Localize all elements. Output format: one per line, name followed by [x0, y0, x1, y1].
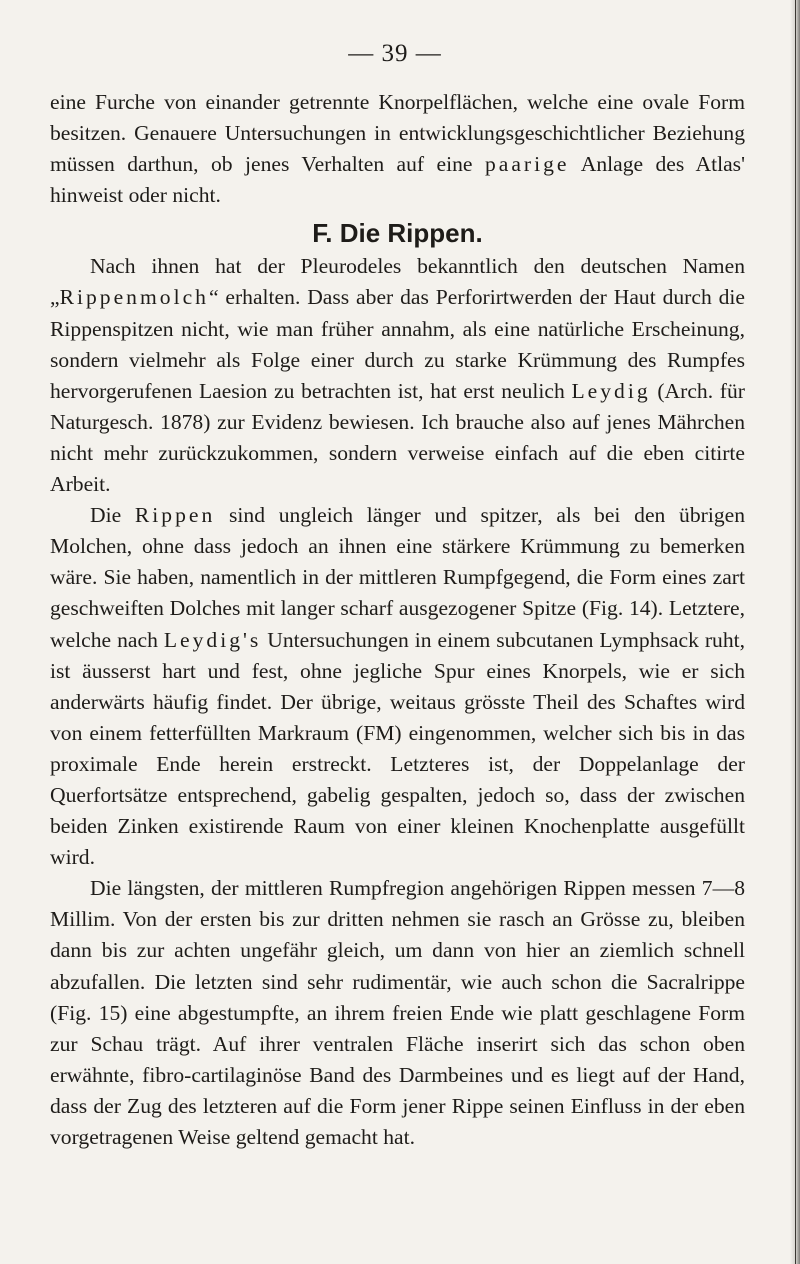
emphasis-leydig: Leydig [571, 378, 651, 403]
paragraph-4: Die längsten, der mittleren Rumpfregion angehörigen Rippen messen 7—8 Millim. Von der ersten bis zur dritten nehmen sie rasch an Grösse zu, bleiben dann bis zur achten ungefähr gleich, um dann von hier an ziemlich schnell abzufallen. Die letzten sind sehr rudimentär, wie auch schon die Sacralrippe (Fig. 15) eine abgestumpfte, an ihrem freien Ende wie platt geschlagene Form zur Schau trägt. Auf ihrer ventralen Fläche inserirt sich das schon oben erwähnte, fibro-cartilaginöse Band des Darmbeines und es liegt auf der Hand, dass der Zug des letzteren auf die Form jener Rippe seinen Einfluss in der eben vorgetragenen Weise geltend gemacht hat. [50, 876, 745, 1149]
paragraph-1-end: Anlage des Atlas' hinweist oder nicht. [50, 152, 745, 208]
emphasis-paarige: paarige [484, 152, 570, 177]
section-heading: F. Die Rippen. [312, 218, 483, 249]
page-edge-line [795, 0, 796, 1264]
body-text [50, 87, 745, 1153]
paragraph-2-mid: “ erhalten. Dass aber das Perforirtwerden der Haut durch die Rippenspitzen nicht, wie man früher annahm, als eine natürliche Erscheinung, sondern vielmehr als Folge einer durch zu starke Krümmung des Rumpfes hervorgerufenen Laesion zu betrachten ist, hat erst neulich [50, 285, 745, 403]
paragraph-3-end: Untersuchungen in einem subcutanen Lymphsack ruht, ist äusserst hart und fest, ohne jegliche Spur eines Knorpels, wie er sich anderwärts häufig findet. Der übrige, weitaus grösste Theil des Schaftes wird von einem fetterfüllten Markraum (FM) eingenommen, welcher sich bis in das proximale Ende herein erstreckt. Letzteres ist, der Doppelanlage der Querfortsätze entsprechend, gabelig gespalten, jedoch so, dass der zwischen beiden Zinken existirende Raum von einer kleinen Knochenplatte ausgefüllt wird. [50, 627, 746, 870]
paragraph-1-text: eine Furche von einander getrennte Knorpelflächen, welche eine ovale Form besitzen. Genauere Untersuchungen in entwicklungsgeschichtlicher Beziehung müssen darthun, ob jenes Verhalten auf eine [50, 90, 745, 177]
paragraph-3-start: Die [90, 503, 122, 528]
paragraph-2-end: (Arch. für Naturgesch. 1878) zur Evidenz bewiesen. Ich brauche also auf jenes Mährchen nicht mehr zurückzukommen, sondern verweise einfach auf die eben citirte Arbeit. [50, 378, 745, 497]
paragraph-2 [50, 251, 745, 500]
paragraph-1 [50, 87, 745, 211]
page-number: — 39 — [348, 40, 442, 67]
paragraph-3 [50, 500, 745, 873]
emphasis-leydigs: Leydig's [163, 627, 262, 652]
emphasis-rippen: Rippen [134, 503, 216, 528]
emphasis-rippenmolch: Rippenmolch [59, 285, 209, 310]
paragraph-2-start: Nach ihnen hat der Pleurodeles bekanntlich den deutschen Namen „ [50, 254, 745, 310]
paragraph-3-mid: sind ungleich länger und spitzer, als bei den übrigen Molchen, ohne dass jedoch an ihnen eine stärkere Krümmung zu bemerken wäre. Sie haben, namentlich in der mittleren Rumpfgegend, die Form eines zart geschweiften Dolches mit langer scharf ausgezogener Spitze (Fig. 14). Letztere, welche nach [50, 503, 745, 652]
